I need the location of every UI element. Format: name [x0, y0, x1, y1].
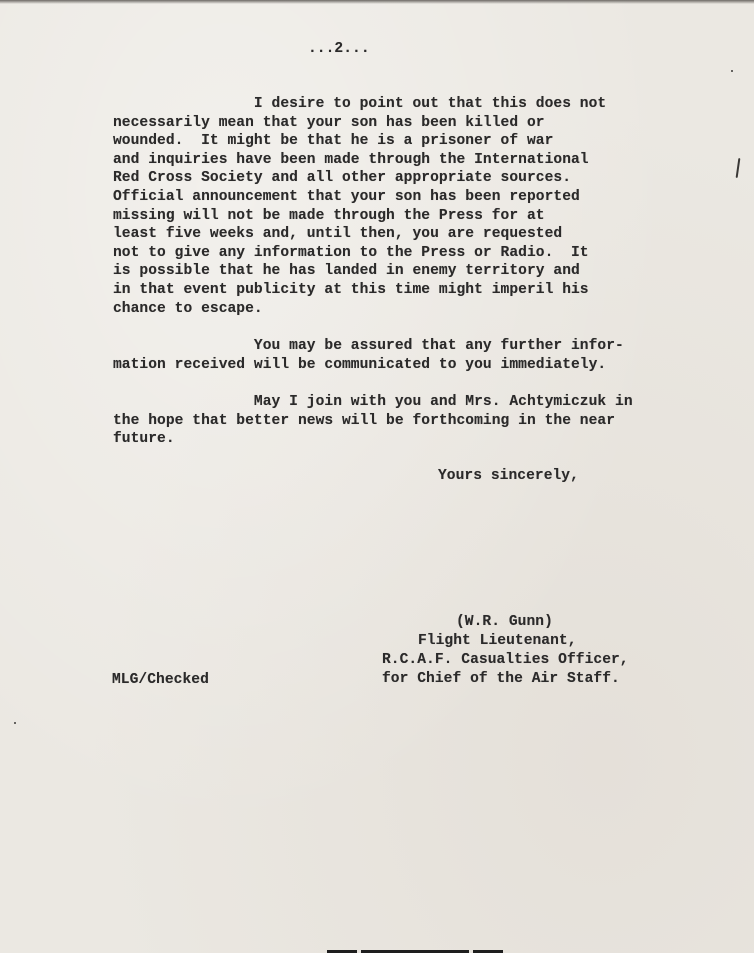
line: May I join with you and Mrs. Achtymiczuk in	[113, 394, 633, 410]
line: Official announcement that your son has been reported	[113, 188, 580, 205]
ink-dot	[731, 70, 733, 72]
reference-initials: MLG/Checked	[112, 672, 209, 688]
paragraph-further-information	[113, 337, 624, 374]
line: the hope that better news will be forthcoming in the near	[113, 412, 616, 429]
signatory-on-behalf: for Chief of the Air Staff.	[382, 671, 620, 687]
signatory-title: R.C.A.F. Casualties Officer,	[382, 652, 629, 668]
scan-edge-shadow	[0, 0, 754, 4]
line: You may be assured that any further infor-	[113, 338, 624, 354]
line: in that event publicity at this time might imperil his	[113, 281, 589, 298]
line: least five weeks and, until then, you are requested	[113, 226, 563, 243]
closing-salutation: Yours sincerely,	[438, 468, 579, 484]
line: and inquiries have been made through the International	[113, 151, 589, 168]
ink-dot	[14, 722, 16, 724]
line: I desire to point out that this does not	[113, 96, 607, 112]
line: future.	[113, 431, 175, 448]
line: chance to escape.	[113, 300, 263, 317]
paragraph-hope	[113, 393, 633, 449]
line: not to give any information to the Press or Radio. It	[113, 244, 589, 261]
paragraph-missing-explanation	[113, 95, 606, 318]
signatory-name: (W.R. Gunn)	[456, 614, 553, 630]
line: wounded. It might be that he is a prisoner of war	[113, 133, 554, 150]
line: is possible that he has landed in enemy territory and	[113, 263, 580, 280]
signatory-rank: Flight Lieutenant,	[418, 633, 577, 649]
line: missing will not be made through the Press for at	[113, 207, 545, 224]
line: Red Cross Society and all other appropriate sources.	[113, 170, 571, 187]
line: necessarily mean that your son has been killed or	[113, 114, 545, 131]
line: mation received will be communicated to you immediately.	[113, 356, 607, 373]
page-number: ...2...	[308, 41, 370, 57]
ink-mark	[736, 158, 741, 178]
